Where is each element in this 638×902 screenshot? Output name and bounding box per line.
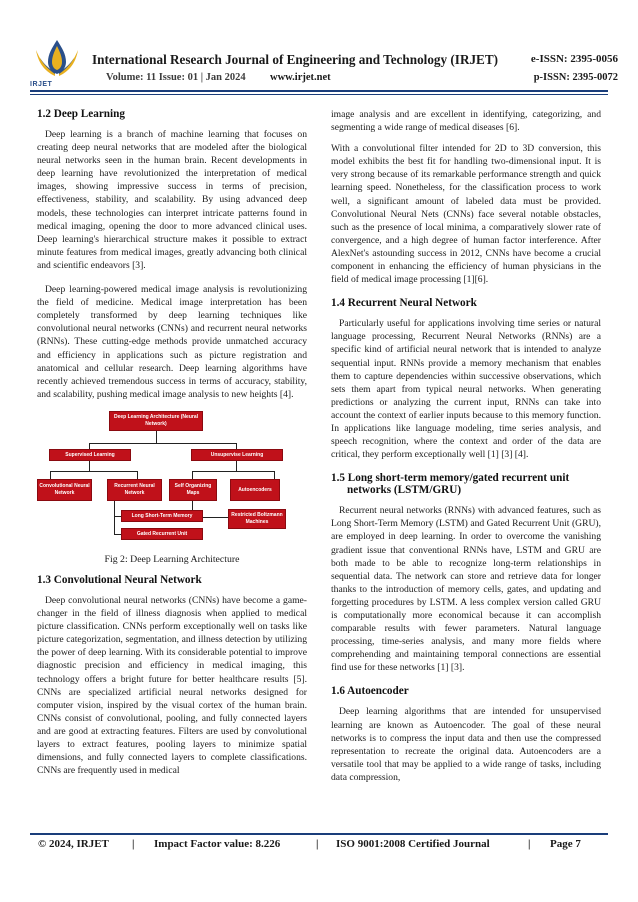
right-column [331, 100, 601, 784]
figure-caption: Fig 2: Deep Learning Architecture [104, 553, 240, 565]
logo-text: IRJET [30, 81, 53, 88]
website-link[interactable]: www.irjet.net [270, 72, 331, 83]
journal-title: International Research Journal of Engineering and Technology (IRJET) [92, 52, 499, 67]
paragraph: With a convolutional filter intended for 2D to 3D conversion, this model exhibits the best fit for handling two-dimensional input. It is very strong because of its remarkable performance strength and quick learning speed. Nonetheless, for the classification process to work well, a significant amount of labeled data must be provided. Convolutional Neural Nets (CNNs) face several notable obstacles, such as the presence of local minima, a comparatively slower rate of convergence, and a high degree of human factor interference. After AlexNet's astounding success in 2012, CNNs have become a crucial component in enhancing the efficiency of human physicians in the field of medical image processing [1][6]. [331, 143, 601, 286]
diagram-node-lstm: Long Short-Term Memory [121, 510, 203, 522]
diagram-node-root: Deep Learning Architecture (Neural Network) [109, 411, 203, 431]
paragraph: image analysis and are excellent in identifying, categorizing, and segmenting a wide range of medical diseases [6]. [331, 109, 601, 134]
irjet-logo [34, 38, 80, 86]
paragraph: Recurrent neural networks (RNNs) with advanced features, such as Long Short-Term Memory (LSTM) and Gated Recurrent Unit (GRU), are employed in deep learning. In order to overcome the vanishing gradient issue that conventional RNNs have, LSTM and GRU are both made to be able to recognize long-term relationships in sequential data. The network can store and retrieve data for longer thanks to the introduction of memory cells, gates, and updating and forgetting procedures by LSTM. A less complex version called GRU is computationally more economical because it can accomplish comparable results with fewer parameters. Natural language processing, time-series analysis, and many more fields where comprehending and maintaining temporal connections are essential find use for these networks [1] [3]. [331, 505, 601, 674]
footer-page-number: Page 7 [550, 838, 581, 850]
diagram-node-rnn: Recurrent Neural Network [107, 479, 162, 501]
diagram-node-autoencoders: Autoencoders [230, 479, 280, 501]
header-rule-thin [30, 94, 608, 95]
architecture-diagram [37, 409, 307, 547]
section-heading-rnn: 1.4 Recurrent Neural Network [331, 297, 477, 310]
footer-rule [30, 833, 608, 835]
paragraph: Deep learning-powered medical image analysis is revolutionizing the field of medicine. Medical image interpretation has been completely transformed by deep learning techniques like convolutional neural networks (CNNs) and recurrent neural networks (RNNs). These cutting-edge methods provide unmatched accuracy and efficiency in applications such as picture registration and anatomical and cellular research. Deep learning algorithms have recently achieved tremendous success in terms of accuracy, stability, and scalability, pushing medical image analysis to new heights [4]. [37, 284, 307, 400]
footer-impact-factor: Impact Factor value: 8.226 [154, 838, 281, 850]
eissn: e-ISSN: 2395-0056 [530, 53, 618, 65]
diagram-node-supervised: Supervised Learning [49, 449, 131, 461]
section-heading-lstm: 1.5 Long short-term memory/gated recurrent unit networks (LSTM/GRU) [331, 472, 570, 497]
diagram-node-unsupervised: Unsupervise Learning [191, 449, 283, 461]
left-column [37, 100, 307, 777]
diagram-node-som: Self Organizing Maps [169, 479, 217, 501]
footer-copyright: © 2024, IRJET [38, 838, 109, 850]
section-heading-deep-learning: 1.2 Deep Learning [37, 108, 125, 120]
section-heading-cnn: 1.3 Convolutional Neural Network [37, 573, 202, 586]
paragraph: Deep convolutional neural networks (CNNs) have become a game-changer in the field of illness diagnosis when applied to medical picture classification. CNNs perform exceptionally well on tasks like picture categorization, segmentation, and illness detection by utilizing the power of deep learning. With its considerable potential to improve diagnostic precision and efficiency in medical imaging, this technology offers a bright future for better healthcare results [5]. CNNs are specialized artificial neural networks designed for computer vision, inspired by the visual cortex of the human brain. CNNs consist of convolutional, pooling, and fully connected layers and are good at extracting features. Filters are used by convolutional layers to extract features, pooling layers to minimize spatial dimensions, and fully connected layers to complete classifications. CNNs are frequently used in medical [37, 594, 307, 777]
paragraph: Particularly useful for applications involving time series or natural language processing, Recurrent Neural Networks (RNNs) are a specific kind of artificial neural network that is intended to analyze sequential input. RNNs provide a memory mechanism that enables them to capture dependencies within successive observations, which sets them apart from typical neural networks. When generating predictions or analyzing the current input, RNNs can take into account the context of earlier inputs because to this memory function. In applications like language modeling, time series analysis, and speech recognition, where the context and order of the data are critical, they perform exceptionally well [1] [3] [4]. [331, 318, 601, 461]
pissn: p-ISSN: 2395-0072 [533, 72, 618, 83]
page-header [0, 0, 638, 92]
issue-info: Volume: 11 Issue: 01 | Jan 2024 [106, 72, 246, 83]
footer-iso: ISO 9001:2008 Certified Journal [336, 838, 490, 850]
diagram-node-cnn: Convolutional Neural Network [37, 479, 92, 501]
header-rule [30, 90, 608, 92]
paragraph: Deep learning algorithms that are intended for unsupervised learning are known as Autoencoder. The goal of these neural networks is to compress the input data and then use the compressed representation to recreate the original data. Autoencoders are a versatile tool that may be applied to a wide range of tasks, including data compression, [331, 706, 601, 783]
section-heading-autoencoder: 1.6 Autoencoder [331, 685, 409, 698]
diagram-node-rbm: Restricted Boltzmann Machines [228, 509, 286, 529]
paragraph: Deep learning is a branch of machine learning that focuses on creating deep neural networks that are modeled after the biological neural networks seen in the human brain. Recent developments in deep learning have revolutionized the interpretation of medical images, showing impressive success in terms of precision, effectiveness, stability, and scalability. By using advanced deep models, these technologies can interpret intricate patterns found in medical imaging, opening the door to more advanced clinical uses. Deep learning's hierarchical structure makes it possible to extract minute features from medical images, greatly advancing both clinical and scientific endeavors [3]. [37, 129, 307, 271]
diagram-node-gru: Gated Recurrent Unit [121, 528, 203, 540]
